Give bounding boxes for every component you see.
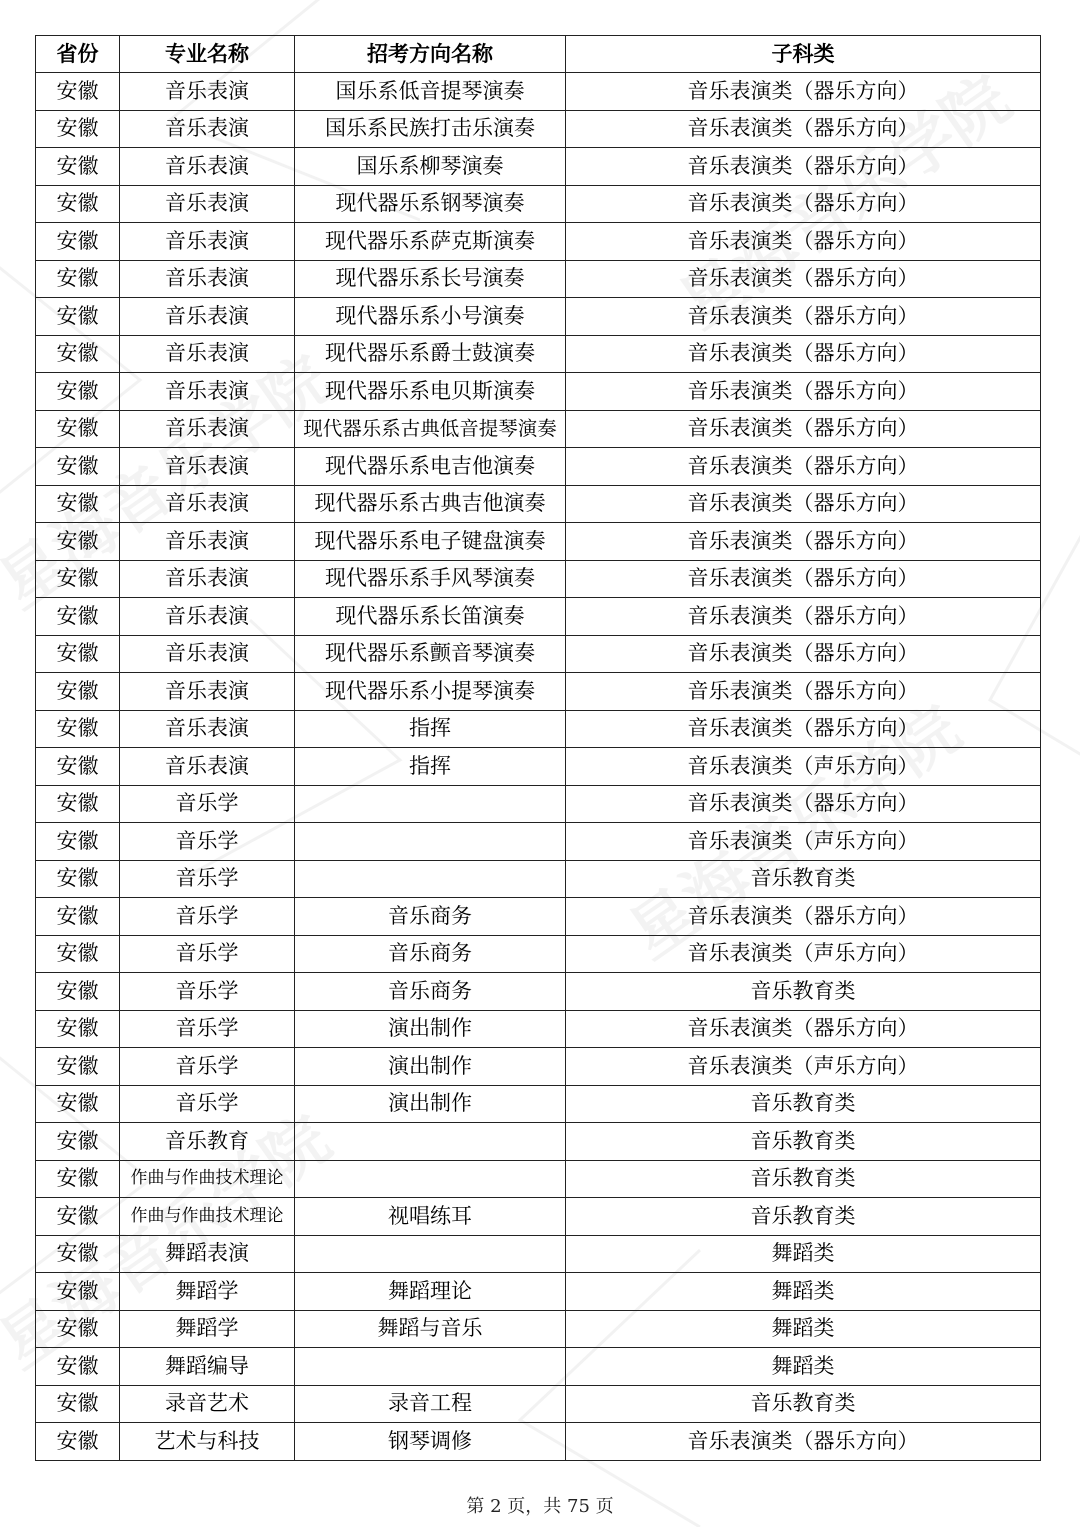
table-row <box>36 973 1041 1011</box>
province-cell: 安徽 <box>36 185 120 223</box>
subcategory-cell: 音乐表演类（器乐方向） <box>566 560 1041 598</box>
page-footer: 第 2 页，共 75 页 <box>466 1496 614 1517</box>
province-cell: 安徽 <box>36 485 120 523</box>
table-row <box>36 73 1041 111</box>
major-cell: 音乐表演 <box>120 223 295 261</box>
table-row <box>36 710 1041 748</box>
subcategory-cell: 音乐表演类（器乐方向） <box>566 673 1041 711</box>
major-cell: 音乐学 <box>120 1010 295 1048</box>
direction-cell <box>295 1123 566 1161</box>
table-row <box>36 1273 1041 1311</box>
subcategory-cell: 音乐表演类（器乐方向） <box>566 110 1041 148</box>
direction-cell: 现代器乐系手风琴演奏 <box>295 560 566 598</box>
table-row <box>36 1348 1041 1386</box>
major-cell: 音乐学 <box>120 823 295 861</box>
direction-cell <box>295 823 566 861</box>
table-row <box>36 1085 1041 1123</box>
table-row <box>36 110 1041 148</box>
table-row <box>36 1160 1041 1198</box>
direction-cell: 现代器乐系颤音琴演奏 <box>295 635 566 673</box>
province-cell: 安徽 <box>36 785 120 823</box>
major-cell: 音乐学 <box>120 785 295 823</box>
major-cell: 音乐表演 <box>120 673 295 711</box>
province-cell: 安徽 <box>36 335 120 373</box>
table-row <box>36 560 1041 598</box>
subcategory-cell: 音乐表演类（器乐方向） <box>566 148 1041 186</box>
direction-cell: 现代器乐系电吉他演奏 <box>295 448 566 486</box>
major-cell: 作曲与作曲技术理论 <box>120 1160 295 1198</box>
direction-cell: 录音工程 <box>295 1385 566 1423</box>
table-row <box>36 223 1041 261</box>
subcategory-cell: 音乐表演类（器乐方向） <box>566 1423 1041 1461</box>
province-cell: 安徽 <box>36 710 120 748</box>
major-cell: 舞蹈表演 <box>120 1235 295 1273</box>
table-row <box>36 1048 1041 1086</box>
province-cell: 安徽 <box>36 1048 120 1086</box>
subcategory-cell: 音乐表演类（声乐方向） <box>566 748 1041 786</box>
subcategory-cell: 舞蹈类 <box>566 1273 1041 1311</box>
table-row <box>36 1423 1041 1461</box>
table-row <box>36 448 1041 486</box>
table-row <box>36 1235 1041 1273</box>
direction-cell: 国乐系柳琴演奏 <box>295 148 566 186</box>
major-cell: 艺术与科技 <box>120 1423 295 1461</box>
province-cell: 安徽 <box>36 523 120 561</box>
major-cell: 音乐表演 <box>120 73 295 111</box>
direction-cell: 视唱练耳 <box>295 1198 566 1236</box>
major-cell: 音乐表演 <box>120 298 295 336</box>
header-subcategory: 子科类 <box>566 36 1041 73</box>
major-cell: 舞蹈学 <box>120 1310 295 1348</box>
direction-cell <box>295 785 566 823</box>
direction-cell: 音乐商务 <box>295 898 566 936</box>
major-cell: 音乐表演 <box>120 598 295 636</box>
direction-cell: 音乐商务 <box>295 973 566 1011</box>
major-cell: 音乐学 <box>120 973 295 1011</box>
subcategory-cell: 音乐表演类（器乐方向） <box>566 710 1041 748</box>
major-cell: 录音艺术 <box>120 1385 295 1423</box>
direction-cell: 国乐系民族打击乐演奏 <box>295 110 566 148</box>
direction-cell: 现代器乐系小号演奏 <box>295 298 566 336</box>
direction-cell: 现代器乐系电子键盘演奏 <box>295 523 566 561</box>
direction-cell: 国乐系低音提琴演奏 <box>295 73 566 111</box>
table-row <box>36 635 1041 673</box>
direction-cell <box>295 1235 566 1273</box>
major-cell: 音乐学 <box>120 898 295 936</box>
table-row <box>36 748 1041 786</box>
subcategory-cell: 音乐表演类（器乐方向） <box>566 73 1041 111</box>
subcategory-cell: 音乐表演类（器乐方向） <box>566 260 1041 298</box>
subcategory-cell: 音乐表演类（器乐方向） <box>566 335 1041 373</box>
major-cell: 音乐表演 <box>120 185 295 223</box>
major-cell: 音乐表演 <box>120 373 295 411</box>
table-body <box>36 73 1041 1461</box>
province-cell: 安徽 <box>36 1010 120 1048</box>
subcategory-cell: 音乐表演类（器乐方向） <box>566 410 1041 448</box>
subcategory-cell: 音乐表演类（器乐方向） <box>566 598 1041 636</box>
subcategory-cell: 音乐表演类（器乐方向） <box>566 223 1041 261</box>
major-cell: 音乐学 <box>120 860 295 898</box>
table-row <box>36 148 1041 186</box>
table-row <box>36 1385 1041 1423</box>
major-cell: 音乐教育 <box>120 1123 295 1161</box>
table-row <box>36 185 1041 223</box>
table-row <box>36 335 1041 373</box>
direction-cell: 现代器乐系长号演奏 <box>295 260 566 298</box>
province-cell: 安徽 <box>36 298 120 336</box>
direction-cell: 钢琴调修 <box>295 1423 566 1461</box>
province-cell: 安徽 <box>36 148 120 186</box>
subcategory-cell: 音乐教育类 <box>566 1198 1041 1236</box>
province-cell: 安徽 <box>36 110 120 148</box>
province-cell: 安徽 <box>36 373 120 411</box>
province-cell: 安徽 <box>36 1423 120 1461</box>
table-row <box>36 673 1041 711</box>
direction-cell <box>295 1160 566 1198</box>
province-cell: 安徽 <box>36 748 120 786</box>
direction-cell: 现代器乐系电贝斯演奏 <box>295 373 566 411</box>
data-table <box>35 35 1041 1461</box>
table-row <box>36 523 1041 561</box>
header-row <box>36 36 1041 73</box>
major-cell: 音乐表演 <box>120 748 295 786</box>
table-row <box>36 1198 1041 1236</box>
subcategory-cell: 音乐教育类 <box>566 973 1041 1011</box>
direction-cell: 演出制作 <box>295 1010 566 1048</box>
table-row <box>36 823 1041 861</box>
major-cell: 舞蹈编导 <box>120 1348 295 1386</box>
major-cell: 音乐表演 <box>120 410 295 448</box>
direction-cell: 现代器乐系古典低音提琴演奏 <box>295 410 566 448</box>
subcategory-cell: 音乐表演类（器乐方向） <box>566 298 1041 336</box>
table-row <box>36 410 1041 448</box>
province-cell: 安徽 <box>36 598 120 636</box>
province-cell: 安徽 <box>36 973 120 1011</box>
subcategory-cell: 音乐表演类（声乐方向） <box>566 1048 1041 1086</box>
subcategory-cell: 音乐表演类（器乐方向） <box>566 785 1041 823</box>
subcategory-cell: 音乐教育类 <box>566 1123 1041 1161</box>
direction-cell: 指挥 <box>295 748 566 786</box>
subcategory-cell: 音乐教育类 <box>566 860 1041 898</box>
province-cell: 安徽 <box>36 1348 120 1386</box>
major-cell: 音乐学 <box>120 935 295 973</box>
table-row <box>36 1123 1041 1161</box>
province-cell: 安徽 <box>36 448 120 486</box>
subcategory-cell: 音乐表演类（器乐方向） <box>566 898 1041 936</box>
province-cell: 安徽 <box>36 823 120 861</box>
table-row <box>36 860 1041 898</box>
province-cell: 安徽 <box>36 935 120 973</box>
province-cell: 安徽 <box>36 1123 120 1161</box>
province-cell: 安徽 <box>36 560 120 598</box>
direction-cell: 现代器乐系小提琴演奏 <box>295 673 566 711</box>
major-cell: 音乐表演 <box>120 523 295 561</box>
major-cell: 音乐表演 <box>120 710 295 748</box>
table-row <box>36 373 1041 411</box>
subcategory-cell: 音乐表演类（器乐方向） <box>566 523 1041 561</box>
subcategory-cell: 音乐表演类（器乐方向） <box>566 448 1041 486</box>
province-cell: 安徽 <box>36 1198 120 1236</box>
subcategory-cell: 音乐表演类（器乐方向） <box>566 635 1041 673</box>
header-major: 专业名称 <box>120 36 295 73</box>
major-cell: 音乐表演 <box>120 148 295 186</box>
major-cell: 音乐表演 <box>120 560 295 598</box>
direction-cell: 现代器乐系萨克斯演奏 <box>295 223 566 261</box>
table-row <box>36 485 1041 523</box>
major-cell: 音乐表演 <box>120 448 295 486</box>
subcategory-cell: 音乐教育类 <box>566 1160 1041 1198</box>
major-cell: 音乐表演 <box>120 335 295 373</box>
major-cell: 音乐表演 <box>120 485 295 523</box>
province-cell: 安徽 <box>36 1085 120 1123</box>
table-row <box>36 898 1041 936</box>
subcategory-cell: 音乐表演类（器乐方向） <box>566 1010 1041 1048</box>
subcategory-cell: 舞蹈类 <box>566 1348 1041 1386</box>
subcategory-cell: 音乐表演类（器乐方向） <box>566 373 1041 411</box>
major-cell: 音乐表演 <box>120 110 295 148</box>
province-cell: 安徽 <box>36 1160 120 1198</box>
data-table-container <box>35 35 1040 1461</box>
direction-cell: 指挥 <box>295 710 566 748</box>
direction-cell: 音乐商务 <box>295 935 566 973</box>
major-cell: 音乐表演 <box>120 635 295 673</box>
province-cell: 安徽 <box>36 73 120 111</box>
direction-cell: 演出制作 <box>295 1085 566 1123</box>
table-row <box>36 260 1041 298</box>
table-row <box>36 598 1041 636</box>
direction-cell: 舞蹈与音乐 <box>295 1310 566 1348</box>
subcategory-cell: 音乐表演类（声乐方向） <box>566 823 1041 861</box>
header-direction: 招考方向名称 <box>295 36 566 73</box>
table-row <box>36 935 1041 973</box>
table-row <box>36 1010 1041 1048</box>
major-cell: 音乐学 <box>120 1085 295 1123</box>
table-row <box>36 785 1041 823</box>
direction-cell <box>295 1348 566 1386</box>
direction-cell: 演出制作 <box>295 1048 566 1086</box>
province-cell: 安徽 <box>36 410 120 448</box>
major-cell: 音乐表演 <box>120 260 295 298</box>
subcategory-cell: 音乐教育类 <box>566 1385 1041 1423</box>
major-cell: 音乐学 <box>120 1048 295 1086</box>
subcategory-cell: 舞蹈类 <box>566 1310 1041 1348</box>
direction-cell: 舞蹈理论 <box>295 1273 566 1311</box>
subcategory-cell: 音乐教育类 <box>566 1085 1041 1123</box>
subcategory-cell: 音乐表演类（器乐方向） <box>566 185 1041 223</box>
province-cell: 安徽 <box>36 223 120 261</box>
header-province: 省份 <box>36 36 120 73</box>
province-cell: 安徽 <box>36 1273 120 1311</box>
table-row <box>36 298 1041 336</box>
province-cell: 安徽 <box>36 1385 120 1423</box>
direction-cell <box>295 860 566 898</box>
table-row <box>36 1310 1041 1348</box>
major-cell: 舞蹈学 <box>120 1273 295 1311</box>
direction-cell: 现代器乐系钢琴演奏 <box>295 185 566 223</box>
direction-cell: 现代器乐系爵士鼓演奏 <box>295 335 566 373</box>
direction-cell: 现代器乐系长笛演奏 <box>295 598 566 636</box>
major-cell: 作曲与作曲技术理论 <box>120 1198 295 1236</box>
province-cell: 安徽 <box>36 673 120 711</box>
province-cell: 安徽 <box>36 898 120 936</box>
province-cell: 安徽 <box>36 860 120 898</box>
subcategory-cell: 舞蹈类 <box>566 1235 1041 1273</box>
subcategory-cell: 音乐表演类（器乐方向） <box>566 485 1041 523</box>
direction-cell: 现代器乐系古典吉他演奏 <box>295 485 566 523</box>
province-cell: 安徽 <box>36 1310 120 1348</box>
province-cell: 安徽 <box>36 635 120 673</box>
province-cell: 安徽 <box>36 260 120 298</box>
province-cell: 安徽 <box>36 1235 120 1273</box>
subcategory-cell: 音乐表演类（声乐方向） <box>566 935 1041 973</box>
